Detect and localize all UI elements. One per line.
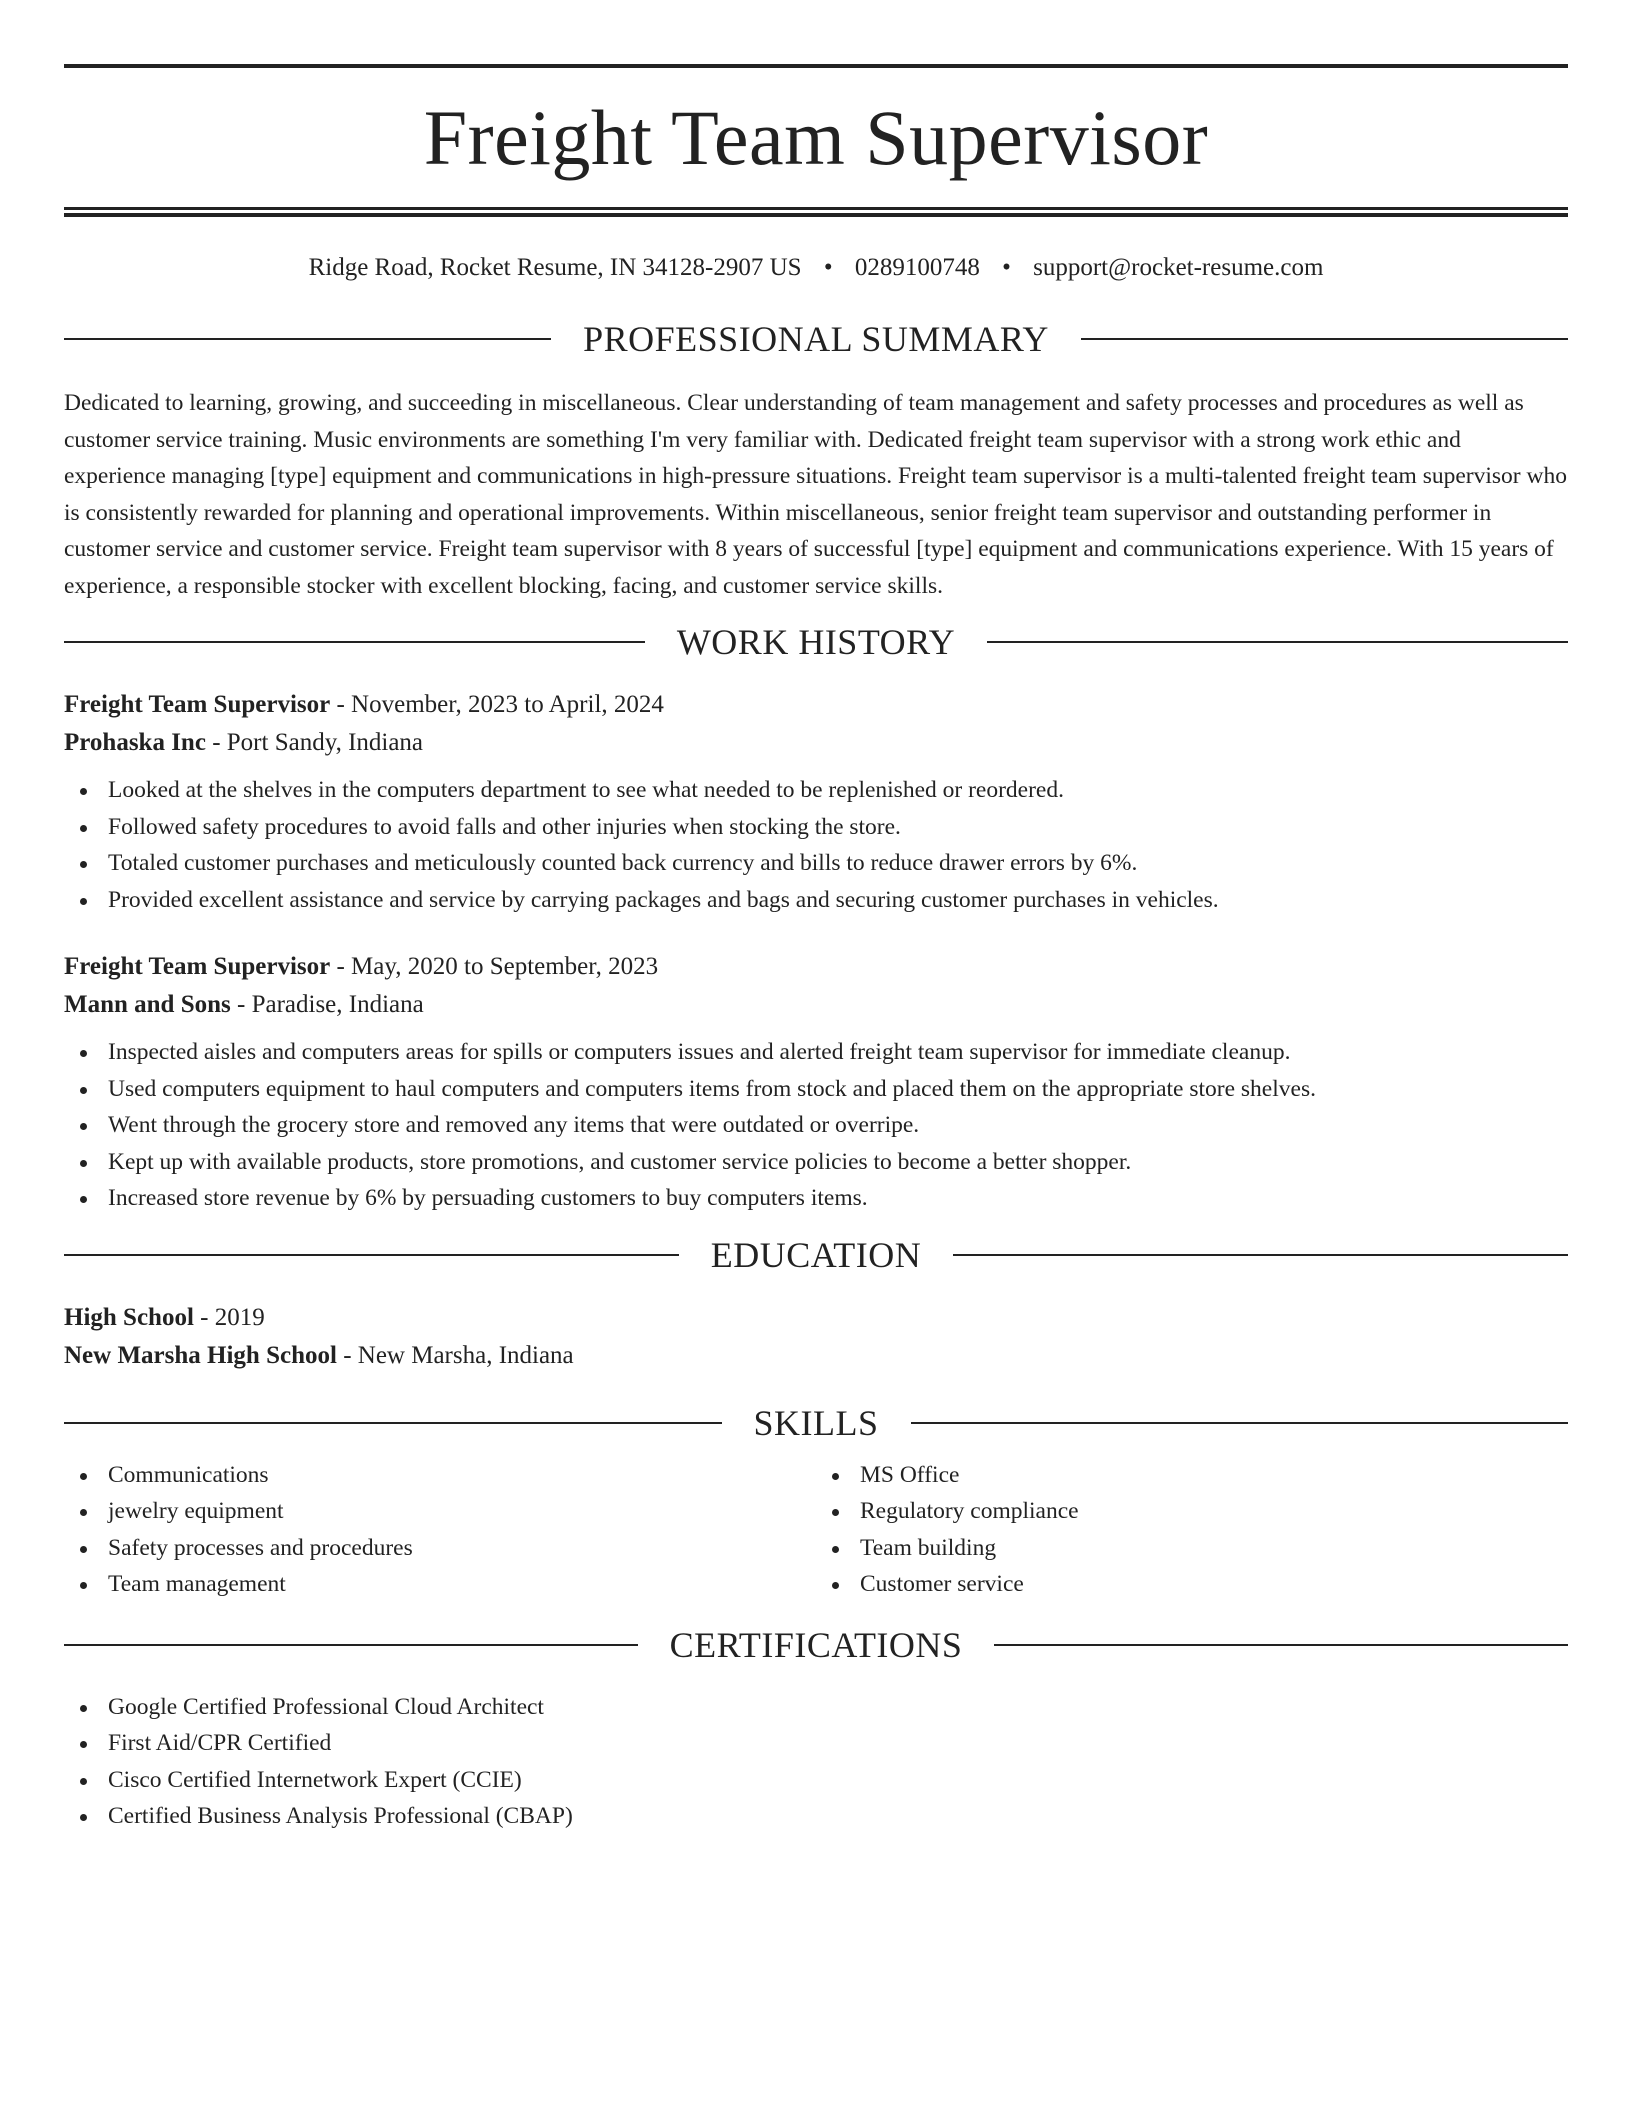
skills-list <box>816 1457 1568 1603</box>
job-bullet: Looked at the shelves in the computers department to see what needed to be replenished or reordered. <box>64 772 1568 809</box>
skill-item: Team management <box>64 1566 816 1603</box>
job-entry <box>64 948 1568 1217</box>
heading-rule-right <box>911 1422 1569 1424</box>
job-title: Freight Team Supervisor <box>64 953 331 980</box>
job-bullet: Followed safety procedures to avoid falls and other injuries when stocking the store. <box>64 809 1568 846</box>
skill-item: MS Office <box>816 1457 1568 1494</box>
job-company: Prohaska Inc <box>64 729 206 756</box>
job-title-line <box>64 948 1568 986</box>
job-title-line <box>64 686 1568 724</box>
job-dates: - May, 2020 to September, 2023 <box>330 953 659 980</box>
skills-column-left <box>64 1457 816 1603</box>
job-dates: - November, 2023 to April, 2024 <box>330 691 664 718</box>
heading-rule-left <box>64 1644 638 1646</box>
skill-item: Regulatory compliance <box>816 1493 1568 1530</box>
heading-rule-right <box>994 1644 1568 1646</box>
section-title: CERTIFICATIONS <box>669 1624 963 1665</box>
education-location: - New Marsha, Indiana <box>336 1341 574 1369</box>
section-heading-work-history <box>64 622 1568 662</box>
contact-email: support@rocket-resume.com <box>1033 254 1324 281</box>
certification-item: First Aid/CPR Certified <box>64 1725 1568 1762</box>
summary-text: Dedicated to learning, growing, and succeeding in miscellaneous. Clear understanding of team management and safety processes and procedures as well as customer service training. Music environments are something I'm very familiar with. Dedicated freight team supervisor with a strong work ethic and experience managing [type] equipment and communications in high-pressure situations. Freight team supervisor is a multi-talented freight team supervisor who is consistently rewarded for planning and operational improvements. Within miscellaneous, senior freight team supervisor and outstanding performer in customer service and customer service. Freight team supervisor with 8 years of successful [type] equipment and communications experience. With 15 years of experience, a responsible stocker with excellent blocking, facing, and customer service skills. <box>64 390 1567 599</box>
section-title: WORK HISTORY <box>676 622 956 662</box>
job-location: - Paradise, Indiana <box>230 991 424 1018</box>
job-bullet: Kept up with available products, store promotions, and customer service policies to become a better shopper. <box>64 1144 1568 1181</box>
job-company-line <box>64 724 1568 762</box>
job-entry <box>64 686 1568 918</box>
resume-title: Freight Team Supervisor <box>423 94 1209 181</box>
heading-rule-left <box>64 338 551 340</box>
education-degree-line <box>64 1299 1568 1337</box>
contact-line <box>64 253 1568 283</box>
job-bullet: Used computers equipment to haul computers and computers items from stock and placed them on the appropriate store shelves. <box>64 1071 1568 1108</box>
heading-rule-right <box>1081 338 1568 340</box>
education-entry <box>64 1299 1568 1375</box>
skill-item: Safety processes and procedures <box>64 1530 816 1567</box>
education-degree: High School <box>64 1303 194 1331</box>
job-bullet: Totaled customer purchases and meticulously counted back currency and bills to reduce drawer errors by 6%. <box>64 845 1568 882</box>
job-bullet: Went through the grocery store and removed any items that were outdated or overripe. <box>64 1107 1568 1144</box>
title-double-rule <box>64 207 1568 217</box>
heading-rule-left <box>64 1422 722 1424</box>
section-heading-skills <box>64 1403 1568 1443</box>
education-year: - 2019 <box>193 1303 265 1331</box>
heading-rule-left <box>64 1254 679 1256</box>
skill-item: Communications <box>64 1457 816 1494</box>
contact-separator: • <box>823 254 833 281</box>
certification-item: Certified Business Analysis Professional (CBAP) <box>64 1798 1568 1835</box>
skill-item: Team building <box>816 1530 1568 1567</box>
job-bullet: Inspected aisles and computers areas for spills or computers issues and alerted freight team supervisor for immediate cleanup. <box>64 1034 1568 1071</box>
section-heading-education <box>64 1235 1568 1275</box>
job-location: - Port Sandy, Indiana <box>205 729 424 756</box>
education-school-line <box>64 1337 1568 1375</box>
contact-address: Ridge Road, Rocket Resume, IN 34128-2907 US <box>308 254 802 281</box>
skill-item: Customer service <box>816 1566 1568 1603</box>
skills-column-right <box>816 1457 1568 1603</box>
job-bullets <box>64 1034 1568 1217</box>
job-company: Mann and Sons <box>64 991 231 1018</box>
heading-rule-right <box>987 641 1568 643</box>
job-title: Freight Team Supervisor <box>64 691 331 718</box>
job-bullet: Increased store revenue by 6% by persuading customers to buy computers items. <box>64 1180 1568 1217</box>
certification-item: Cisco Certified Internetwork Expert (CCIE) <box>64 1762 1568 1799</box>
job-company-line <box>64 986 1568 1024</box>
section-title: PROFESSIONAL SUMMARY <box>583 319 1049 359</box>
skill-item: jewelry equipment <box>64 1493 816 1530</box>
skills-grid <box>64 1457 1568 1603</box>
job-bullets <box>64 772 1568 918</box>
certifications-list <box>64 1689 1568 1835</box>
section-title: SKILLS <box>753 1402 879 1443</box>
resume-page <box>64 64 1568 1835</box>
education-school: New Marsha High School <box>64 1341 337 1369</box>
section-title: EDUCATION <box>710 1234 922 1275</box>
heading-rule-right <box>953 1254 1568 1256</box>
heading-rule-left <box>64 641 645 643</box>
contact-phone: 0289100748 <box>854 254 980 281</box>
section-heading-certifications <box>64 1625 1568 1665</box>
contact-separator: • <box>1002 254 1011 281</box>
job-bullet: Provided excellent assistance and service by carrying packages and bags and securing customer purchases in vehicles. <box>64 882 1568 919</box>
section-heading-summary <box>64 319 1568 359</box>
skills-list <box>64 1457 816 1603</box>
certification-item: Google Certified Professional Cloud Architect <box>64 1689 1568 1726</box>
